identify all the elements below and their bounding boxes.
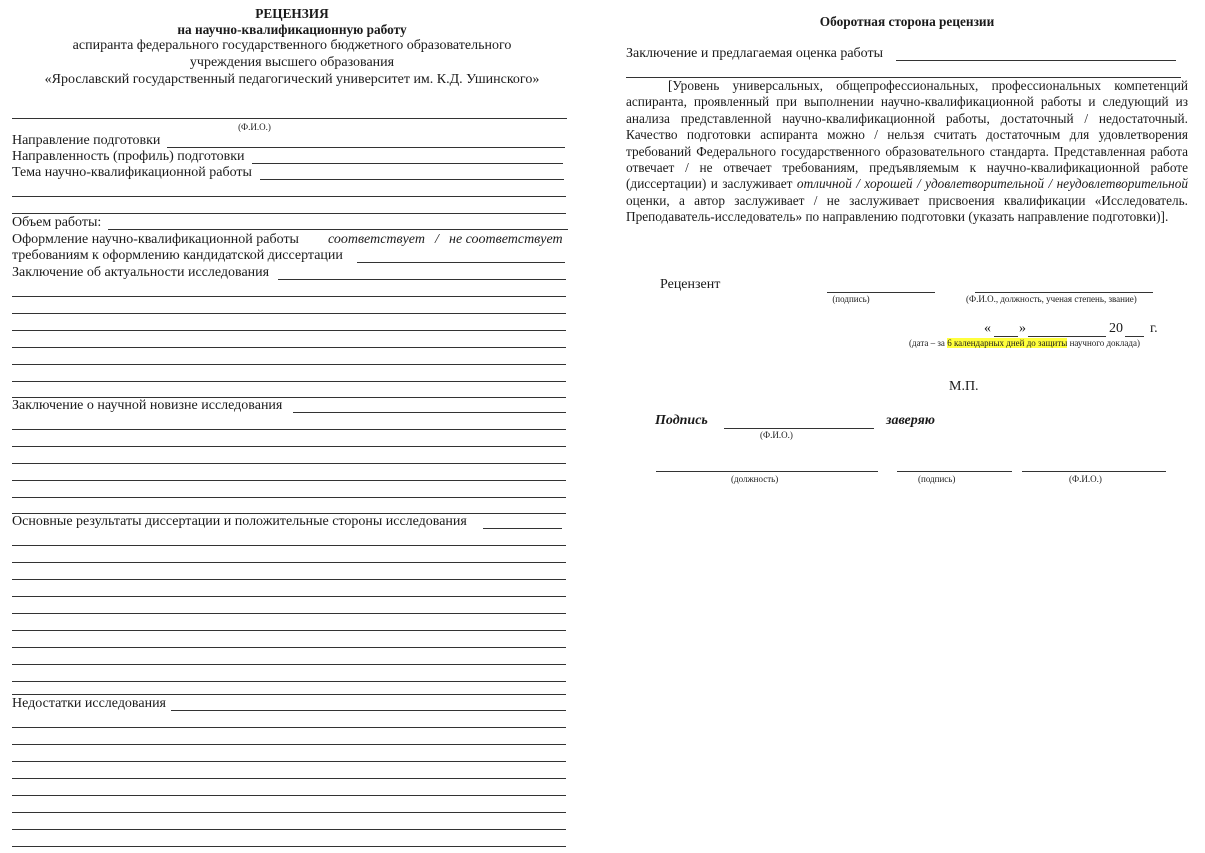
drawbacks-label: Недостатки исследования [12, 696, 166, 711]
novelty-line-2[interactable] [12, 429, 566, 430]
design-separator: / [435, 232, 439, 247]
results-label: Основные результаты диссертации и положительные стороны исследования [12, 514, 467, 529]
drawbacks-line-3[interactable] [12, 744, 566, 745]
novelty-line-3[interactable] [12, 446, 566, 447]
position-caption: (должность) [731, 474, 779, 484]
actuality-label: Заключение об актуальности исследования [12, 265, 270, 280]
assessment-paragraph [626, 78, 1188, 226]
drawbacks-line[interactable] [171, 710, 566, 711]
profile-line[interactable] [252, 163, 563, 164]
design-row [12, 232, 574, 248]
results-line-3[interactable] [12, 562, 566, 563]
certify-verify-label: заверяю [886, 413, 936, 428]
novelty-line-6[interactable] [12, 497, 566, 498]
assessment-text-1: [Уровень универсальных, общепрофессиональных, профессиональных компетенций аспиранта, проявленный при выполнении научно-квалификационной работы и следующий из анализа представленной научно-квалификационной работы, достаточный / недостаточный. Качество подготовки аспиранта можно / нельзя считать достаточным для удовлетворения требований Федерального государственного образовательного стандарта. Представленная работа отвечает / не отвечает требованиям, предъявляемым к научно-квалификационной работе (диссертации) и заслуживает [626, 78, 1188, 192]
novelty-line-4[interactable] [12, 463, 566, 464]
header-line-3: «Ярославский государственный педагогический университет им. К.Д. Ушинского» [44, 72, 540, 87]
date-caption: (дата – за 6 календарных дней до защиты научного доклада) [909, 338, 1140, 348]
drawbacks-line-5[interactable] [12, 778, 566, 779]
date-open-quote: « [984, 321, 991, 336]
certify-sign-label: Подпись [655, 413, 708, 428]
certify-fio-caption: (Ф.И.О.) [760, 430, 793, 440]
results-line-10[interactable] [12, 681, 566, 682]
position-line[interactable] [656, 471, 878, 472]
fio-caption-bottom: (Ф.И.О.) [1069, 474, 1102, 484]
results-line-7[interactable] [12, 630, 566, 631]
reviewer-fio-caption: (Ф.И.О., должность, ученая степень, звание) [966, 294, 1137, 304]
review-title: РЕЦЕНЗИЯ [255, 6, 329, 21]
signature-line[interactable] [897, 471, 1012, 472]
novelty-line-5[interactable] [12, 480, 566, 481]
assessment-grades: отличной / хорошей / удовлетворительной / неудовлетворительной [796, 176, 1188, 192]
back-title: Оборотная сторона рецензии [819, 14, 995, 29]
design-label: Оформление научно-квалификационной работы [12, 232, 299, 247]
results-line-11[interactable] [12, 694, 566, 695]
topic-label: Тема научно-квалификационной работы [12, 165, 252, 180]
actuality-line-7[interactable] [12, 381, 566, 382]
design-line[interactable] [357, 262, 565, 263]
results-line-4[interactable] [12, 579, 566, 580]
fio-line[interactable] [12, 118, 567, 119]
actuality-line-5[interactable] [12, 347, 566, 348]
date-year-prefix: 20 [1109, 321, 1123, 336]
actuality-line-4[interactable] [12, 330, 566, 331]
header-line-2: учреждения высшего образования [189, 55, 395, 70]
fio-line-bottom[interactable] [1022, 471, 1166, 472]
actuality-line-6[interactable] [12, 364, 566, 365]
conclusion-line[interactable] [896, 60, 1176, 61]
date-month-line[interactable] [1028, 336, 1106, 337]
date-year-line[interactable] [1125, 336, 1144, 337]
certify-fio-line[interactable] [724, 428, 874, 429]
results-line-2[interactable] [12, 545, 566, 546]
design-option-2[interactable]: не соответствует [449, 232, 563, 247]
date-year-suffix: г. [1150, 321, 1158, 336]
novelty-label: Заключение о научной новизне исследования [12, 398, 283, 413]
novelty-line[interactable] [293, 412, 566, 413]
reviewer-sign-caption: (подпись) [832, 294, 870, 304]
deadline-highlight: 6 календарных дней до защиты [947, 338, 1068, 348]
results-line-8[interactable] [12, 647, 566, 648]
drawbacks-line-4[interactable] [12, 761, 566, 762]
actuality-line[interactable] [278, 279, 566, 280]
drawbacks-line-8[interactable] [12, 829, 566, 830]
signature-caption: (подпись) [918, 474, 956, 484]
drawbacks-line-2[interactable] [12, 727, 566, 728]
direction-label: Направление подготовки [12, 133, 161, 148]
reviewer-label: Рецензент [660, 277, 721, 292]
assessment-text-2: оценки, а автор заслуживает / не заслуживает присвоения квалификации «Исследователь. Преподаватель-исследователь» по направлению подготовки (указать направление подготовки)]. [626, 192, 1188, 225]
actuality-line-3[interactable] [12, 313, 566, 314]
reviewer-fio-line[interactable] [975, 292, 1153, 293]
topic-line[interactable] [260, 179, 564, 180]
volume-label: Объем работы: [12, 215, 102, 230]
conclusion-label: Заключение и предлагаемая оценка работы [626, 46, 883, 61]
design-label-post: требованиям к оформлению кандидатской диссертации [12, 248, 343, 263]
drawbacks-line-9[interactable] [12, 846, 566, 847]
results-line-6[interactable] [12, 613, 566, 614]
results-line-5[interactable] [12, 596, 566, 597]
reviewer-signature-line[interactable] [827, 292, 935, 293]
topic-line-2[interactable] [12, 196, 566, 197]
topic-line-3[interactable] [12, 213, 566, 214]
drawbacks-line-7[interactable] [12, 812, 566, 813]
date-close-quote: » [1019, 321, 1026, 336]
date-day-line[interactable] [994, 336, 1018, 337]
design-option-1[interactable]: соответствует [328, 232, 425, 247]
profile-label: Направленность (профиль) подготовки [12, 149, 245, 164]
drawbacks-line-6[interactable] [12, 795, 566, 796]
stamp-placeholder: М.П. [949, 379, 979, 394]
results-line[interactable] [483, 528, 562, 529]
review-subtitle: на научно-квалификационную работу [177, 22, 407, 37]
results-line-9[interactable] [12, 664, 566, 665]
actuality-line-2[interactable] [12, 296, 566, 297]
fio-caption: (Ф.И.О.) [238, 122, 271, 132]
direction-line[interactable] [167, 147, 565, 148]
volume-line[interactable] [108, 229, 568, 230]
header-line-1: аспиранта федерального государственного бюджетного образовательного [72, 38, 512, 53]
